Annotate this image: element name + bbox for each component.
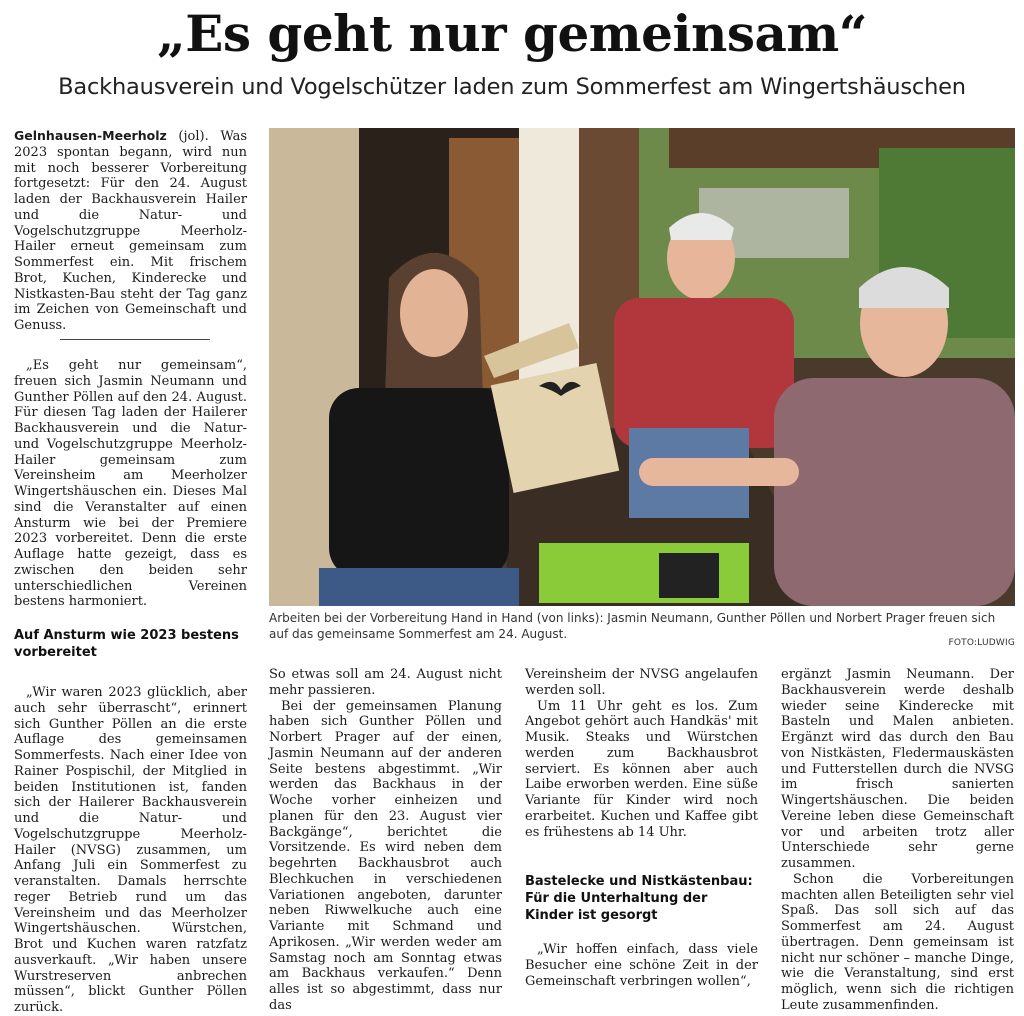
lead-separator	[60, 339, 210, 340]
col2-paragraph-1: So etwas soll am 24. August nicht mehr passieren.	[269, 667, 502, 698]
photo-illustration	[269, 128, 1015, 606]
col3-paragraph-2: Um 11 Uhr geht es los. Zum Angebot gehört auch Handkäs' mit Musik. Steaks und Würstchen werden zum Backhausbrot serviert. Es können aber auch Laibe erworben werden. Eine süße Variante für Kinder wird noch erarbeitet. Kuchen und Kaffee gibt es frühestens ab 14 Uhr.	[525, 698, 758, 840]
column-3-continued	[525, 942, 758, 989]
subheadline: Backhausverein und Vogelschützer laden zum Sommerfest am Wingertshäuschen	[58, 74, 966, 100]
column-2	[269, 667, 502, 1014]
lead-paragraph	[14, 128, 247, 334]
lead-text: Was 2023 spontan begann, wird nun mit noch besserer Vorbereitung fortgesetzt: Für den 24. August laden der Backhausverein Hailer und die Natur- und Vogelschutzgruppe Meerholz-Hailer erneut gemeinsam zum Sommerfest ein. Mit frischem Brot, Kuchen, Kinderecke und Nistkasten-Bau steht der Tag ganz im Zeichen von Gemeinschaft und Genuss.	[14, 129, 247, 333]
col4-paragraph-2: Schon die Vorbereitungen machten allen Beteiligten sehr viel Spaß. Das soll sich auf das Sommerfest am 24. August übertragen. Denn gemeinsam ist nicht nur schöner – manche Dinge, wie die Veranstaltung, sind erst möglich, wenn sich die richtigen Leute zusammenfinden.	[781, 871, 1014, 1013]
headline: „Es geht nur gemeinsam“	[156, 4, 868, 63]
col1-paragraph-2: „Wir waren 2023 glücklich, aber auch sehr überrascht“, erinnert sich Gunther Pöllen an die erste Auflage des gemeinsamen Sommerfests. Nach einer Idee von Rainer Pospischil, der Mitglied in beiden Institutionen ist, fanden sich der Hailerer Backhausverein und die Natur- und Vogelschutzgruppe Meerholz-Hailer (NVSG) zusammen, um Anfang Juli ein Sommerfest zu veranstalten. Damals herrschte reger Betrieb rund um das Vereinsheim und das Meerholzer Wingertshäuschen. Würstchen, Brot und Kuchen waren ratzfatz ausverkauft. „Wir haben unsere Wurstreserven anbrechen müssen“, blickt Gunther Pöllen zurück.	[14, 685, 247, 1015]
article-photo	[269, 128, 1015, 606]
lead-column	[14, 128, 247, 334]
column-4	[781, 667, 1014, 1014]
author-tag: (jol).	[166, 129, 221, 144]
col4-paragraph-1: ergänzt Jasmin Neumann. Der Backhausverein werde deshalb wieder seine Kinderecke mit Basteln und Malen anbieten. Ergänzt wird das durch den Bau von Nistkästen, Fledermauskästen und Futterstellen durch die NVSG im frisch sanierten Wingertshäuschen. Die beiden Vereine leben diese Gemeinschaft vor und arbeiten trotz aller Unterschiede sehr gerne zusammen.	[781, 667, 1014, 871]
col2-paragraph-2: Bei der gemeinsamen Planung haben sich Gunther Pöllen und Norbert Prager auf der einen, Jasmin Neumann auf der anderen Seite bestens abgestimmt. „Wir werden das Backhaus in der Woche vorher einheizen und planen für den 23. August vier Backgänge“, berichtet die Vorsitzende. Es wird neben dem begehrten Backhausbrot auch Blechkuchen in verschiedenen Variationen angeboten, darunter neben Riwwelkuche auch eine Variante mit Schmand und Aprikosen. „Wir werden weder am Samstag noch am Sonntag etwas am Backhaus verkaufen.“ Denn alles ist so abgestimmt, dass nur das	[269, 698, 502, 1013]
dateline: Gelnhausen-Meerholz	[14, 128, 167, 143]
col3-paragraph-3: „Wir hoffen einfach, dass viele Besucher eine schöne Zeit in der Gemeinschaft verbringen wollen“,	[525, 942, 758, 989]
column-1-continued	[14, 685, 247, 1016]
column-3	[525, 667, 758, 840]
section-heading-1: Auf Ansturm wie 2023 bestens vorbereitet	[14, 628, 239, 660]
photo-caption: Arbeiten bei der Vorbereitung Hand in Hand (von links): Jasmin Neumann, Gunther Pöllen und Norbert Prager freuen sich auf das gemeinsame Sommerfest am 24. August.	[269, 611, 996, 641]
photo-credit: FOTO:LUDWIG	[948, 638, 1015, 648]
column-1-body	[14, 358, 247, 610]
section-heading-2: Bastelecke und Nistkästenbau: Für die Unterhaltung der Kinder ist gesorgt	[525, 874, 753, 923]
col1-paragraph-1: „Es geht nur gemeinsam“, freuen sich Jasmin Neumann und Gunther Pöllen auf den 24. August. Für diesen Tag laden der Hailerer Backhausverein und die Natur- und Vogelschutzgruppe Meerholz-Hailer gemeinsam zum Vereinsheim am Meerholzer Wingertshäuschen ein. Dieses Mal sind die Veranstalter auf einen Ansturm wie bei der Premiere 2023 vorbereitet. Denn die erste Auflage hatte gezeigt, dass es zwischen den beiden sehr unterschiedlichen Vereinen bestens harmoniert.	[14, 358, 247, 610]
col3-paragraph-1: Vereinsheim der NVSG angelaufen werden soll.	[525, 667, 758, 698]
